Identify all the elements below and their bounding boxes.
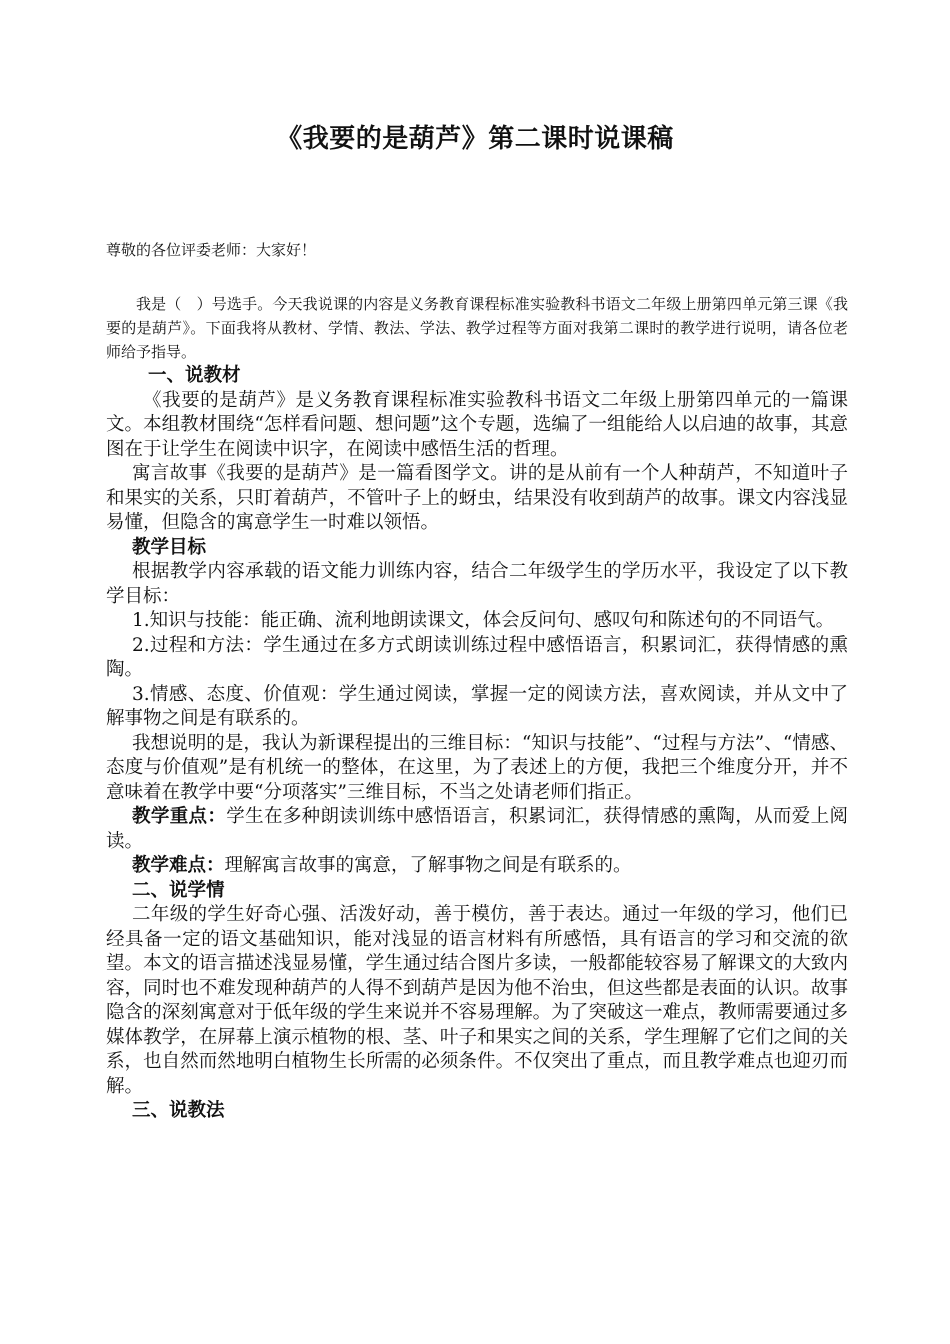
- key-point-label: 教学重点：: [132, 806, 227, 827]
- students-paragraph: 二年级的学生好奇心强、活泼好动，善于模仿，善于表达。通过一年级的学习，他们已经具备一定的语文基础知识，能对浅显的语言材料有所感悟，具有语言的学习和交流的欲望。本文的语言描述浅显易懂，学生通过结合图片多读，一般都能较容易了解课文的大致内容，同时也不难发现种葫芦的人得不到葫芦是因为他不治虫，但这些都是表面的认识。故事隐含的深刻寓意对于低年级的学生来说并不容易理解。为了突破这一难点，教师需要通过多媒体教学，在屏幕上演示植物的根、茎、叶子和果实之间的关系，学生理解了它们之间的关系，也自然而然地明白植物生长所需的必须条件。不仅突出了重点，而且教学难点也迎刃而解。: [106, 904, 848, 1097]
- goal-item-3: 3.情感、态度、价值观：学生通过阅读，掌握一定的阅读方法，喜欢阅读，并从文中了解事物之间是有联系的。: [106, 683, 848, 729]
- goals-heading: 教学目标: [132, 536, 207, 558]
- section-heading-students: 二、说学情: [132, 879, 225, 901]
- section-heading-textbook: 一、说教材: [148, 365, 241, 386]
- textbook-paragraph-1: 《我要的是葫芦》是义务教育课程标准实验教科书语文二年级上册第四单元的一篇课文。本组教材围绕“怎样看问题、想问题”这个专题，选编了一组能给人以启迪的故事，其意图在于让学生在阅读中识字，在阅读中感悟生活的哲理。: [106, 389, 848, 460]
- greeting-text: 尊敬的各位评委老师：大家好！: [106, 241, 317, 259]
- goal-item-1: 1.知识与技能：能正确、流利地朗读课文，体会反问句、感叹句和陈述句的不同语气。: [132, 610, 835, 631]
- difficulty-text: 理解寓言故事的寓意，了解事物之间是有联系的。: [224, 855, 632, 876]
- textbook-paragraph-2: 寓言故事《我要的是葫芦》是一篇看图学文。讲的是从前有一个人种葫芦，不知道叶子和果实的关系，只盯着葫芦，不管叶子上的蚜虫，结果没有收到葫芦的故事。课文内容浅显易懂，但隐含的寓意学生一时难以领悟。: [106, 463, 848, 533]
- difficulty-label: 教学难点：: [132, 855, 225, 876]
- difficulty-paragraph: [106, 854, 848, 879]
- document-body: [106, 238, 848, 1124]
- goals-intro: 根据教学内容承载的语文能力训练内容，结合二年级学生的学历水平，我设定了以下教学目标：: [106, 561, 848, 607]
- key-point-text: 学生在多种朗读训练中感悟语言，积累词汇，获得情感的熏陶，从而爱上阅读。: [106, 806, 848, 852]
- goal-item-2: 2.过程和方法：学生通过在多方式朗读训练过程中感悟语言，积累词汇，获得情感的熏陶。: [106, 634, 848, 680]
- page-title: 《我要的是葫芦》第二课时说课稿: [276, 124, 674, 154]
- key-point-paragraph: [106, 805, 848, 854]
- goals-note: 我想说明的是，我认为新课程提出的三维目标：“知识与技能”、“过程与方法”、“情感、态度与价值观”是有机统一的整体，在这里，为了表述上的方便，我把三个维度分开，并不意味着在教学中要“分项落实”三维目标，不当之处请老师们指正。: [106, 732, 848, 803]
- intro-paragraph: 我是（ ）号选手。今天我说课的内容是义务教育课程标准实验教科书语文二年级上册第四单元第三课《我要的是葫芦》。下面我将从教材、学情、教法、学法、教学过程等方面对我第二课时的教学进行说明，请各位老师给予指导。: [106, 295, 848, 361]
- section-heading-methods: 三、说教法: [132, 1100, 225, 1121]
